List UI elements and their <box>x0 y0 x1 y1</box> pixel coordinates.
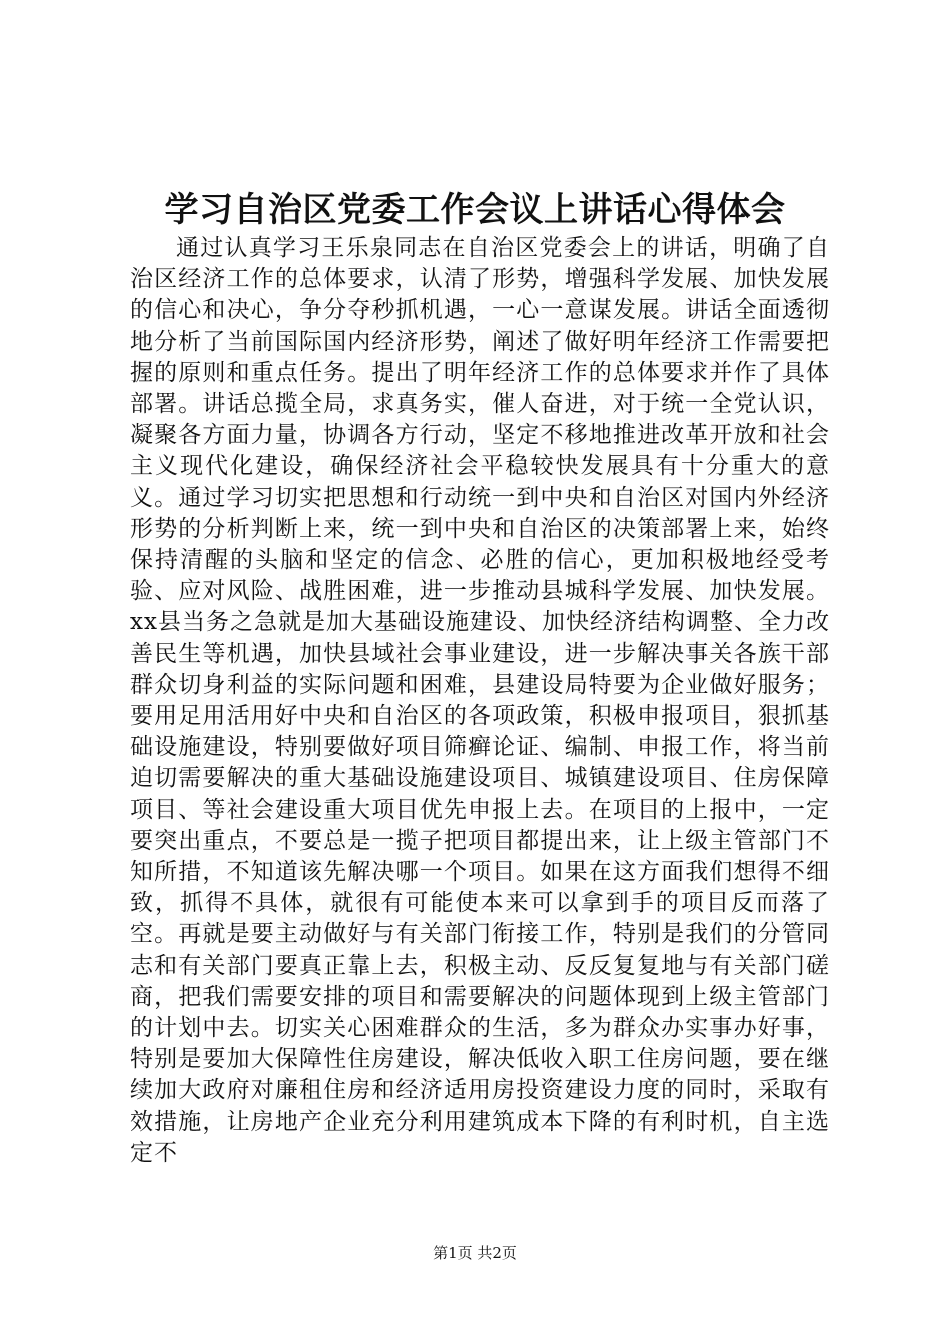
page-number-footer: 第1页 共2页 <box>433 1244 517 1262</box>
document-title: 学习自治区党委工作会议上讲话心得体会 <box>164 190 786 230</box>
document-body-paragraph: 通过认真学习王乐泉同志在自治区党委会上的讲话，明确了自治区经济工作的总体要求，认清了形势，增强科学发展、加快发展的信心和决心，争分夺秒抓机遇，一心一意谋发展。讲话全面透彻地分析了当前国际国内经济形势，阐述了做好明年经济工作需要把握的原则和重点任务。提出了明年经济工作的总体要求并作了具体部署。讲话总揽全局，求真务实，催人奋进，对于统一全党认识，凝聚各方面力量，协调各方行动，坚定不移地推进改革开放和社会主义现代化建设，确保经济社会平稳较快发展具有十分重大的意义。通过学习切实把思想和行动统一到中央和自治区对国内外经济形势的分析判断上来，统一到中央和自治区的决策部署上来，始终保持清醒的头脑和坚定的信念、必胜的信心，更加积极地经受考验、应对风险、战胜困难，进一步推动县城科学发展、加快发展。xx县当务之急就是加大基础设施建设、加快经济结构调整、全力改善民生等机遇，加快县域社会事业建设，进一步解决事关各族干部群众切身利益的实际问题和困难，县建设局特要为企业做好服务；要用足用活用好中央和自治区的各项政策，积极申报项目，狠抓基础设施建设，特别要做好项目筛癣论证、编制、申报工作，将当前迫切需要解决的重大基础设施建设项目、城镇建设项目、住房保障项目、等社会建设重大项目优先申报上去。在项目的上报中，一定要突出重点，不要总是一揽子把项目都提出来，让上级主管部门不知所措，不知道该先解决哪一个项目。如果在这方面我们想得不细致，抓得不具体，就很有可能使本来可以拿到手的项目反而落了空。再就是要主动做好与有关部门衔接工作，特别是我们的分管同志和有关部门要真正靠上去，积极主动、反反复复地与有关部门磋商，把我们需要安排的项目和需要解决的问题体现到上级主管部门的计划中去。切实关心困难群众的生活，多为群众办实事办好事，特别是要加大保障性住房建设，解决低收入职工住房问题，要在继续加大政府对廉租住房和经济适用房投资建设力度的同时，采取有效措施，让房地产企业充分利用建筑成本下降的有利时机，自主选定不 <box>130 235 830 1166</box>
